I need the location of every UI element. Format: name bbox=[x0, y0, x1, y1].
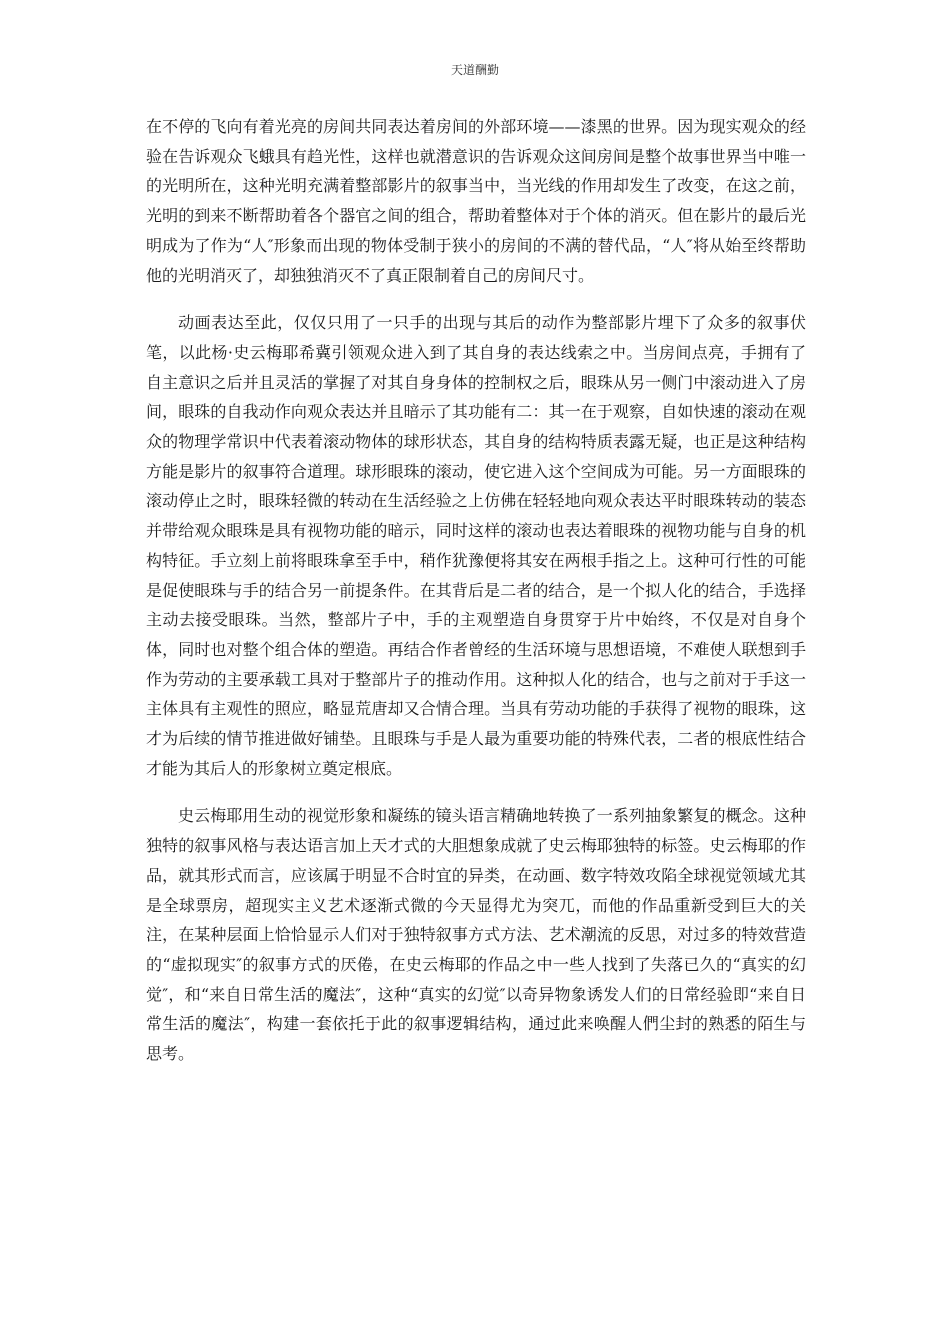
paragraph-2: 动画表达至此，仅仅只用了一只手的出现与其后的动作为整部影片埋下了众多的叙事伏笔，以此杨·史云梅耶希冀引领观众进入到了其自身的表达线索之中。当房间点亮，手拥有了自主意识之后并且灵活的掌握了对其自身身体的控制权之后，眼珠从另一侧门中滚动进入了房间，眼珠的自我动作向观众表达并且暗示了其功能有二：其一在于观察，自如快速的滚动在观众的物理学常识中代表着滚动物体的球形状态，其自身的结构特质表露无疑，也正是这种结构方能是影片的叙事符合道理。球形眼珠的滚动，使它进入这个空间成为可能。另一方面眼珠的滚动停止之时，眼珠轻微的转动在生活经验之上仿佛在轻轻地向观众表达平时眼珠转动的装态并带给观众眼珠是具有视物功能的暗示，同时这样的滚动也表达着眼珠的视物功能与自身的机构特征。手立刻上前将眼珠拿至手中，稍作犹豫便将其安在两根手指之上。这种可行性的可能是促使眼珠与手的结合另一前提条件。在其背后是二者的结合，是一个拟人化的结合，手选择主动去接受眼珠。当然，整部片子中，手的主观塑造自身贯穿于片中始终，不仅是对自身个体，同时也对整个组合体的塑造。再结合作者曾经的生活环境与思想语境，不难使人联想到手作为劳动的主要承载工具对于整部片子的推动作用。这种拟人化的结合，也与之前对于手这一主体具有主观性的照应，略显荒唐却又合情合理。当具有劳动功能的手获得了视物的眼珠，这才为后续的情节推进做好铺垫。且眼珠与手是人最为重要功能的特殊代表，二者的根底性结合才能为其后人的形象树立奠定根底。 bbox=[146, 313, 806, 778]
paragraph-3: 史云梅耶用生动的视觉形象和凝练的镜头语言精确地转换了一系列抽象繁复的概念。这种独特的叙事风格与表达语言加上天才式的大胆想象成就了史云梅耶独特的标签。史云梅耶的作品，就其形式而言，应该属于明显不合时宜的异类，在动画、数字特效攻陷全球视觉领域尤其是全球票房，超现实主义艺术逐渐式微的今天显得尤为突兀，而他的作品重新受到巨大的关注，在某种层面上恰恰显示人们对于独特叙事方式方法、艺术潮流的反思，对过多的特效营造的“虚拟现实″的叙事方式的厌倦，在史云梅耶的作品之中一些人找到了失落已久的“真实的幻觉″，和“来自日常生活的魔法″，这种“真实的幻觉″以奇异物象诱发人们的日常经验即“来自日常生活的魔法″，构建一套依托于此的叙事逻辑结构，通过此来唤醒人們尘封的熟悉的陌生与思考。 bbox=[146, 806, 806, 1064]
page-header: 天道酬勤 bbox=[450, 63, 499, 77]
document-body bbox=[146, 112, 806, 1087]
paragraph-1: 在不停的飞向有着光亮的房间共同表达着房间的外部环境——漆黑的世界。因为现实观众的经验在告诉观众飞蛾具有趋光性，这样也就潜意识的告诉观众这间房间是整个故事世界当中唯一的光明所在，这种光明充满着整部影片的叙事当中，当光线的作用却发生了改变，在这之前，光明的到来不断帮助着各个器官之间的组合，帮助着整体对于个体的消灭。但在影片的最后光明成为了作为“人″形象而出现的物体受制于狭小的房间的不满的替代品，“人″将从始至终帮助他的光明消灭了，却独独消灭不了真正限制着自己的房间尺寸。 bbox=[146, 117, 806, 285]
